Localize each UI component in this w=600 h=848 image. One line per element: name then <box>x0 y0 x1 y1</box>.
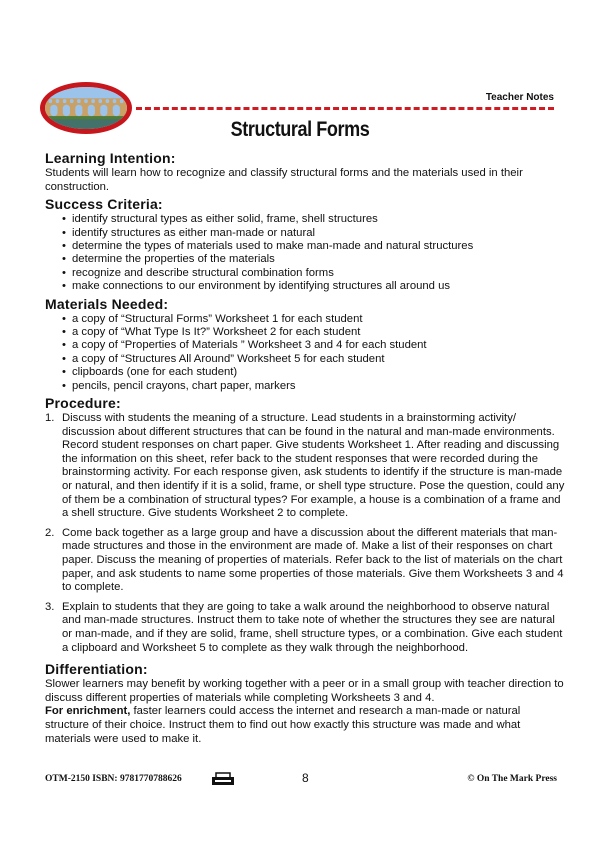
success-criteria-heading: Success Criteria: <box>45 196 163 213</box>
procedure-step-3 <box>45 601 565 655</box>
page-header <box>0 0 600 150</box>
differentiation-text-2 <box>45 705 565 746</box>
learning-intention-section <box>45 150 565 194</box>
list-item: • identify structures as either man-made or natural <box>62 227 565 240</box>
materials-list <box>45 313 565 393</box>
materials-heading: Materials Needed: <box>45 295 169 312</box>
enrichment-label: For enrichment, <box>45 705 131 718</box>
procedure-steps <box>45 412 565 655</box>
list-item: • recognize and describe structural combination forms <box>62 267 565 280</box>
teacher-notes-label: Teacher Notes <box>485 92 554 103</box>
list-item: • a copy of “Structures All Around” Worksheet 5 for each student <box>62 353 565 366</box>
photocopier-icon <box>210 771 236 787</box>
procedure-section <box>45 395 565 655</box>
list-item: • determine the types of materials used to make man-made and natural structures <box>62 240 565 253</box>
page-title: Structural Forms <box>230 118 370 141</box>
list-item: • make connections to our environment by identifying structures all around us <box>62 280 565 293</box>
step-text: Explain to students that they are going to take a walk around the neighborhood to observe natural and man-made structures. Instruct them to take note of whether the structures they see are natural or man-made, and if they are solid, frame, shell structure types, or a combination. Give each student a clipboard and Worksheet 5 to complete as they walk through the neighborhood. <box>62 600 563 654</box>
procedure-heading: Procedure: <box>45 395 121 412</box>
footer-isbn: OTM-2150 ISBN: 9781770788626 <box>45 774 182 784</box>
differentiation-heading: Differentiation: <box>45 661 148 678</box>
list-item: • clipboards (one for each student) <box>62 366 565 379</box>
page-number: 8 <box>302 771 309 785</box>
success-criteria-list <box>45 213 565 293</box>
differentiation-section <box>45 661 565 746</box>
enrichment-text: faster learners could access the internet and research a man-made or natural structure of their choice. Instruct them to find out how exactly this structure was made and what materials were used to make it. <box>45 705 521 745</box>
success-criteria-section <box>45 196 565 293</box>
learning-intention-heading: Learning Intention: <box>45 150 176 166</box>
differentiation-text-1: Slower learners may benefit by working together with a peer or in a small group with teacher direction to discuss different properties of materials while completing Worksheets 3 and 4. <box>45 678 564 704</box>
step-number: 1. <box>45 412 55 425</box>
list-item: • a copy of “Properties of Materials ” Worksheet 3 and 4 for each student <box>62 339 565 352</box>
main-content <box>45 150 565 748</box>
header-dashed-rule <box>136 107 554 110</box>
materials-section <box>45 296 565 393</box>
learning-intention-text: Students will learn how to recognize and classify structural forms and the materials used in their construction. <box>45 167 523 193</box>
procedure-step-1 <box>45 412 565 521</box>
page-footer <box>45 771 557 791</box>
list-item: • a copy of “Structural Forms” Worksheet 1 for each student <box>62 313 565 326</box>
step-number: 2. <box>45 526 55 539</box>
step-text: Come back together as a large group and have a discussion about the different materials that man-made structures and those in the environment are made of. Make a list of their responses on chart paper. Discuss the meaning of properties of materials. Refer back to the list of materials on the chart paper, and ask students to name some properties of those materials. Give them Worksheets 3 and 4 to complete. <box>62 526 564 594</box>
list-item: • identify structural types as either solid, frame, shell structures <box>62 213 565 226</box>
procedure-step-2 <box>45 527 565 595</box>
list-item: • determine the properties of the materials <box>62 253 565 266</box>
footer-publisher: © On The Mark Press <box>467 774 557 784</box>
list-item: • pencils, pencil crayons, chart paper, markers <box>62 380 565 393</box>
list-item: • a copy of “What Type Is It?” Worksheet 2 for each student <box>62 326 565 339</box>
step-number: 3. <box>45 600 55 613</box>
step-text: Discuss with students the meaning of a structure. Lead students in a brainstorming activity/ discussion about different structures that can be found in the natural and man-made environments. Record student responses on chart paper. Give students Worksheet 1. After reading and discussing the information on this sheet, refer back to the student responses that were recorded during the brainstorming activity. For each response given, ask students to identify if the structure is man-made or natural, and then identify if it is a solid, frame, or shell type structure. Pose the question, could any of them be a combination of structural types? For example, a house is a combination of a frame and a shell structure. Give students Worksheet 2 to complete. <box>62 412 565 520</box>
